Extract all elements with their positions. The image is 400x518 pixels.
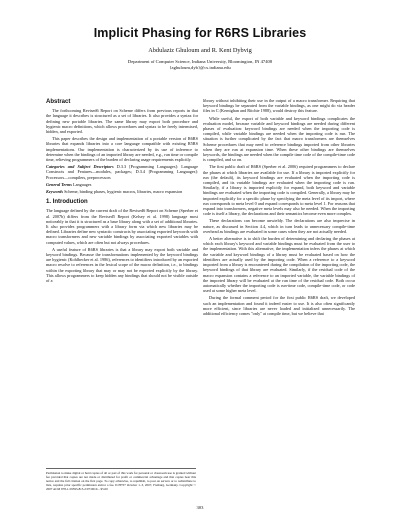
section-heading-introduction: 1. Introduction [46, 199, 88, 206]
body-paragraph: The first public draft of R6RS (Sperber et al. 2006) required programmers to declare the phases at which libraries are available for use. If a library is imported explicitly for run (the default), its keyword bindings are evaluated when the importing code is compiled, and its variable bindings are evaluated when the importing code is run. Similarly, if a library is imported explicitly for expand, both keyword and variable bindings are evaluated when the importing code is compiled. Generally, a library may be imported explicitly for a specific phase by specifying the meta level of its import, where run corresponds to meta level 0 and expand corresponds to meta level 1. For reasons that expand into transformers, negative meta levels may also be needed. When the importing code is itself a library, the declarations and their semantics become even more complex. [203, 164, 355, 217]
affiliation-department: Department of Computer Science, Indiana University, Bloomington, IN 47408 [127, 59, 273, 64]
abstract-heading: Abstract [46, 99, 71, 105]
keywords-label: Keywords [46, 189, 63, 195]
intro-paragraph: The language defined by the current draft of the Revised6 Report on Scheme (Sperber et al. 2007b) differs from the Revised5 Report (Kelsey et al. 1998) language most noticeably in that it is structured as a base library along with a set of additional libraries. It also provides programmers with a library form via which new libraries may be defined. Libraries define new syntactic constructs by associating exported keywords with macro transformers and new variable bindings by associating exported variables with computed values, which are often but not always procedures. [46, 208, 198, 245]
affiliation-email: {aghuloum,dyb}@cs.indiana.edu [169, 64, 231, 70]
body-paragraph: These declarations can become unwieldy. The declarations are also imprecise in nature, as discussed in Section 4.4, which in turn leads to unnecessary compile-time overhead as bindings are evaluated in some cases when they are not actually needed. [203, 218, 355, 234]
copyright-footnote: Permission to make digital or hard copies of all or part of this work for personal or classroom use is granted without fee provided that copies are not made or distributed for profit or commercial advantage and that copies bear this notice and the full citation on the first page. To copy otherwise, to republish, to post on servers or to redistribute to lists, requires prior specific permission and/or a fee. ICFP'07 October 1–3, 2007, Freiburg, Germany. Copyright © 2007 ACM 978-1-59593-815-2/07/0010... $5.00 [46, 468, 196, 491]
affiliation [0, 59, 400, 70]
right-column [203, 98, 355, 318]
categories [46, 164, 198, 180]
abstract-paragraph: The forthcoming Revised6 Report on Scheme differs from previous reports in that the language it describes is structured as a set of libraries. It also provides a syntax for defining new portable libraries. The same library may export both procedure and hygienic macro definitions, which allows procedures and syntax to be freely intermixed, hidden, and exported. [46, 108, 198, 135]
author-list: Abdulaziz Ghuloum and R. Kent Dybvig [148, 47, 252, 54]
general-terms-text: Languages [73, 181, 92, 187]
body-paragraph: During the formal comment period for the first public R6RS draft, we developed such an implementation and found it indeed easier to use. It is also often significantly more efficient, since libraries are never loaded and initialized unnecessarily. The additional efficiency comes "only" at compile time, but we believe that [203, 295, 355, 316]
paper-title: Implicit Phasing for R6RS Libraries [93, 26, 307, 40]
body-paragraph: A better alternative is to shift the burden of determining and declaring the phases at which each library's keyword and variable bindings must be evaluated from the user to the implementation. With this alternative, the implementation infers the phases at which the variable and keyword bindings of a library must be evaluated based on how the identifiers are actually used by the importing code. When a reference to a keyword imported from a library is encountered during the compilation of the importing code, the keyword bindings of that library are evaluated. Similarly, if the residual code of the macro expansion contains a reference to an imported variable, the variable bindings of the imported library will be evaluated at the run time of the residual code. Both occur automatically whether the importing code is run-time code, compile-time code, or code used at some higher meta level. [203, 236, 355, 294]
page-number: 303 [196, 505, 204, 510]
categories-label: Categories and Subject Descriptors [46, 164, 114, 170]
abstract-paragraph: This paper describes the design and implementation of a portable version of R6RS libraries that expands libraries into a core language compatible with existing R5RS implementations. Our implementation is characterized by its use of inference to determine when the bindings of an imported library are needed, e.g., run time or compile time, relieving programmers of the burden of declaring usage requirements explicitly. [46, 136, 198, 163]
keywords [46, 189, 198, 194]
body-paragraph: While useful, the export of both variable and keyword bindings complicates the evaluation model, because variable and keyword bindings are needed during different phases of evaluation: keyword bindings are needed when the importing code is compiled, while variable bindings are needed when the importing code is run. The situation is further complicated by the fact that macro transformers are themselves Scheme procedures that may need to reference bindings imported from other libraries when they are run at expansion time. When these other bindings are themselves keywords, the bindings are needed when the compile time code of the compile-time code is compiled, and so on. [203, 115, 355, 163]
categories-text: D.3.3 [Programming Languages]: Language Constructs and Features—modules, packages; D.3.4 [Programming Languages]: Processors—compilers, preprocessors [46, 164, 198, 180]
left-column [46, 100, 198, 285]
general-terms-label: General Terms [46, 181, 72, 187]
body-paragraph: library without inhibiting their use in the output of a macro transformer. Requiring that keyword bindings be separated from the variable bindings, as one might do via header files in C (Kernighan and Ritchie 1988), would destroy this feature. [203, 98, 355, 114]
general-terms [46, 182, 198, 187]
intro-paragraph: A useful feature of R6RS libraries is that a library may export both variable and keyword bindings. Because the transformations implemented by the keyword bindings are hygienic (Kohlbecker et al. 1986), references to identifiers introduced by an exported macro resolve to references in the lexical scope of the macro definition, i.e., to bindings within the exporting library that may or may not be exported explicitly by the library. This allows programmers to keep hidden any bindings that should not be visible outside of a [46, 246, 198, 284]
keywords-text: Scheme, binding phases, hygienic macros, libraries, macro expansion [64, 189, 183, 195]
